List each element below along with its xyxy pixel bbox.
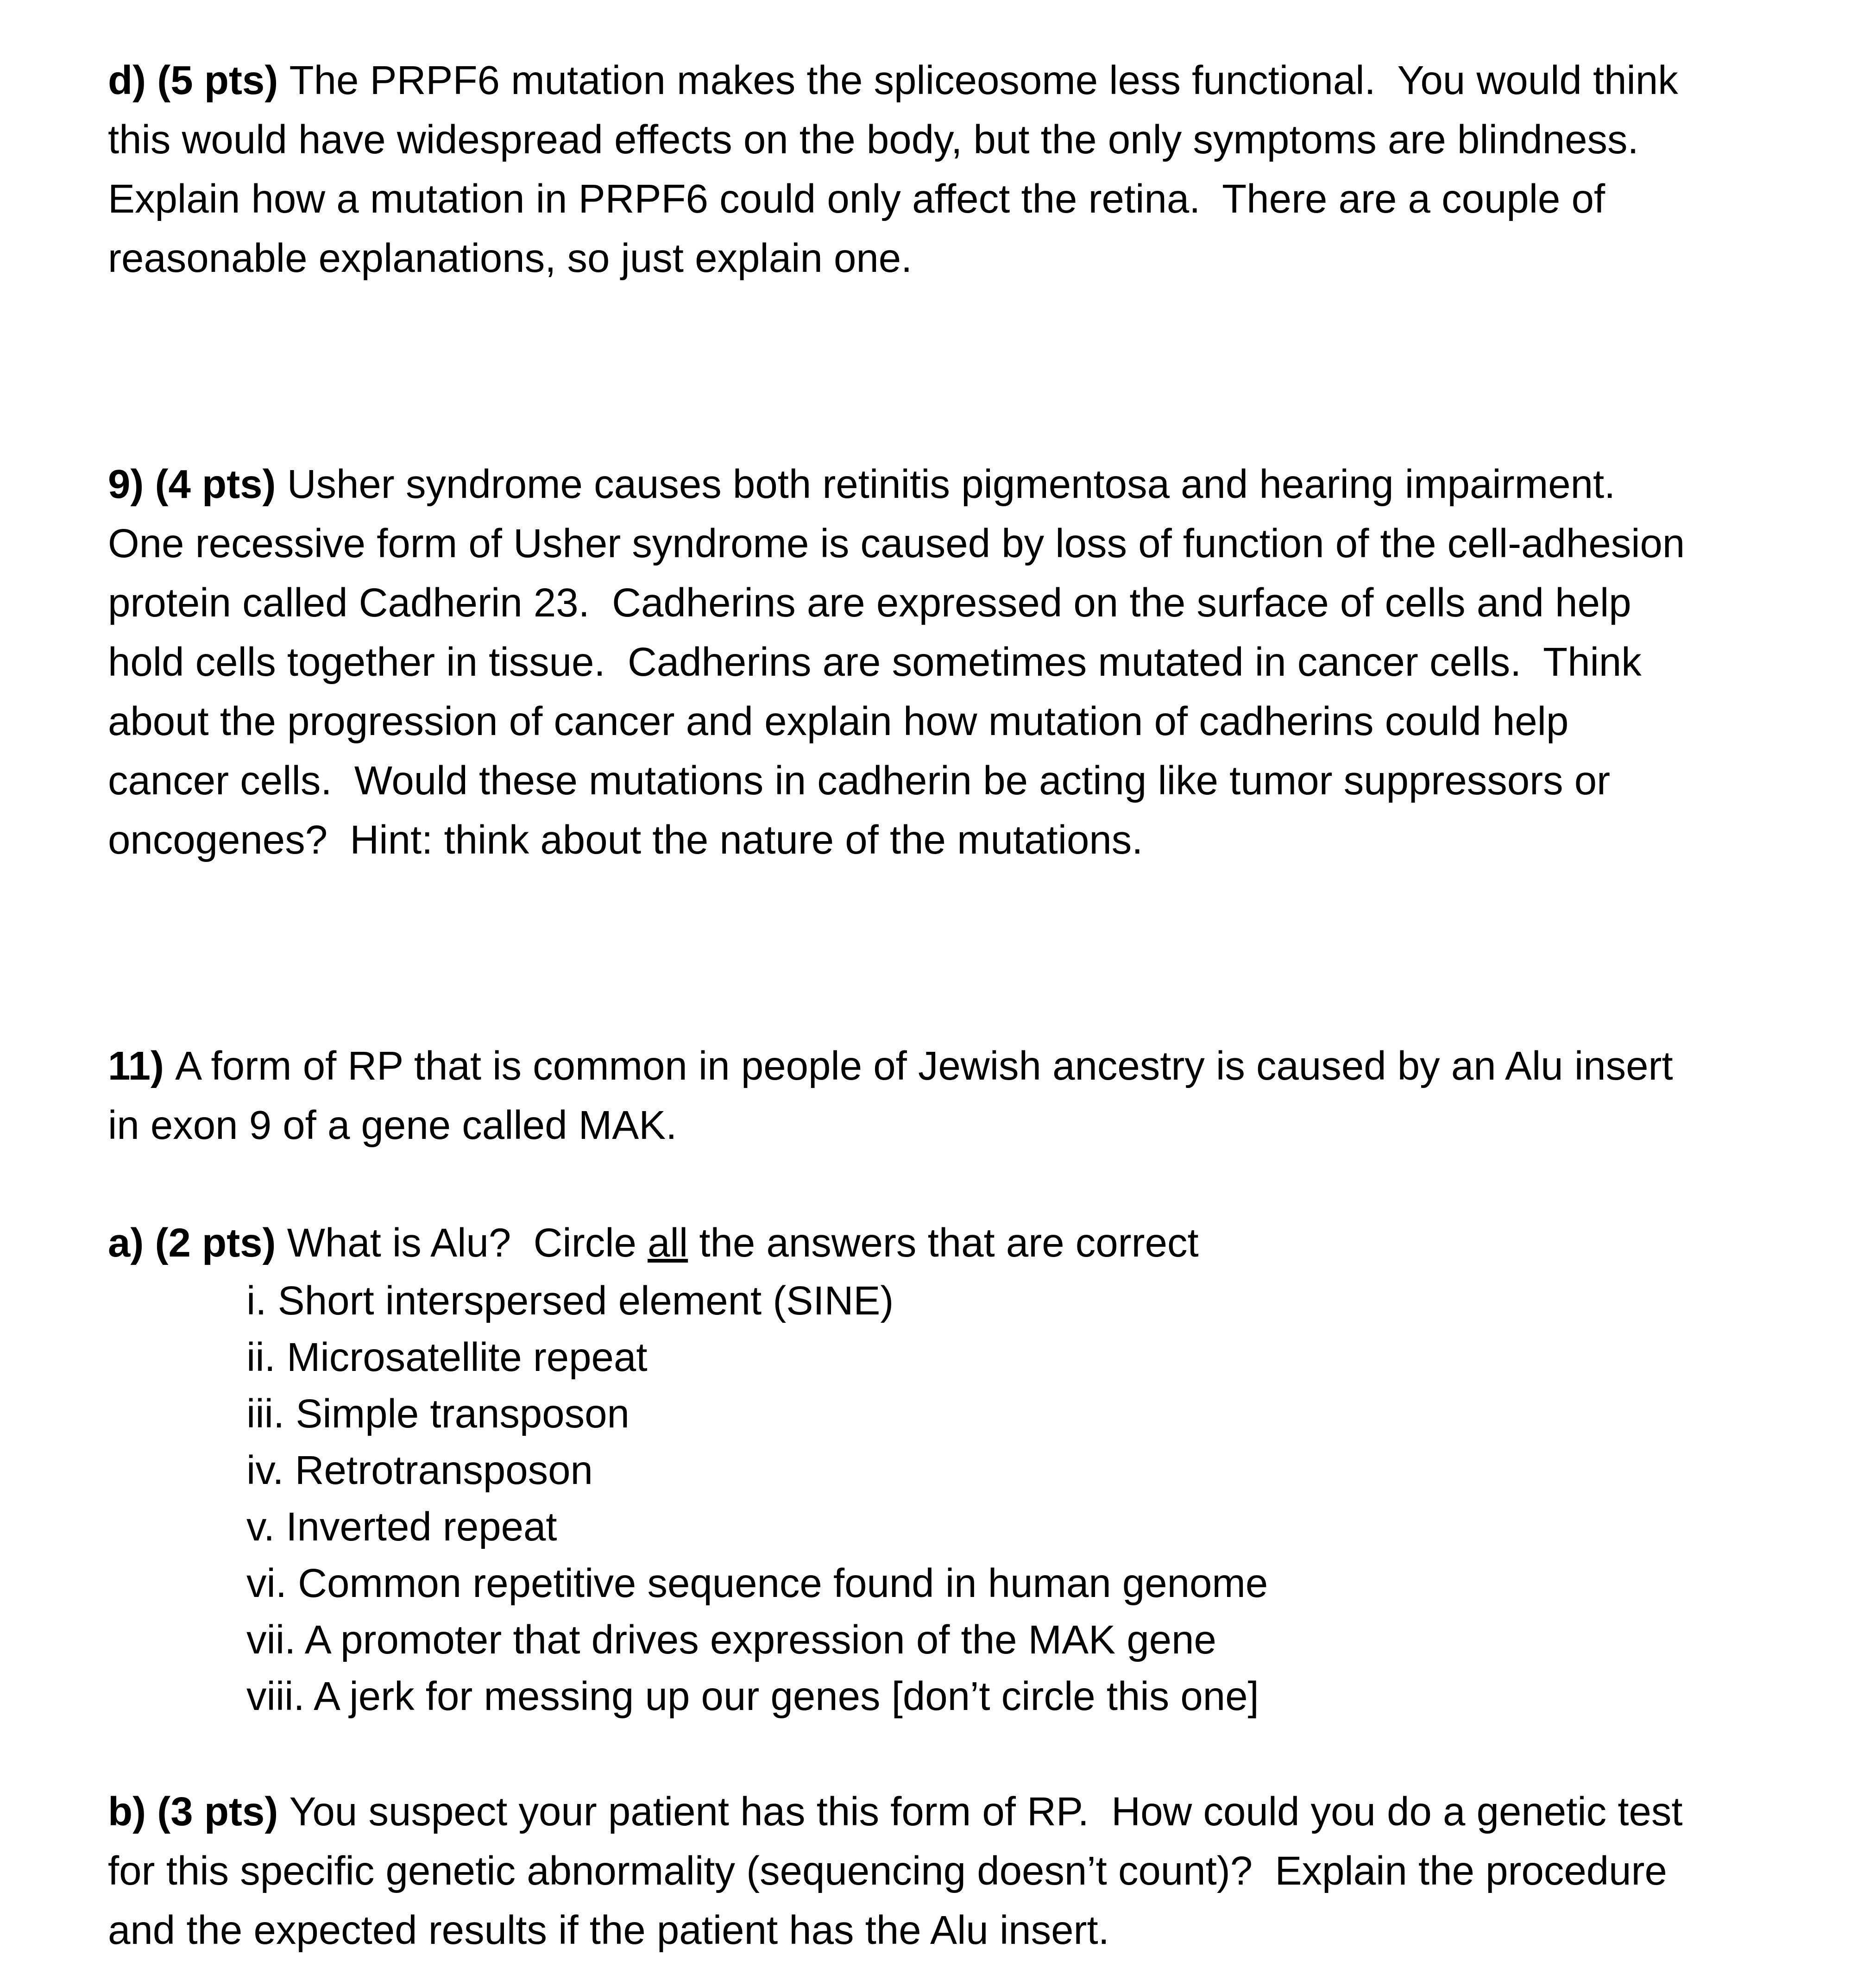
question-9 (108, 455, 1876, 870)
text-line (108, 751, 1876, 811)
answer-option-iii (246, 1386, 1876, 1442)
text-segment: iii. Simple transposon (246, 1391, 630, 1436)
text-segment: a) (2 pts) (108, 1220, 287, 1265)
answer-option-vii (246, 1612, 1876, 1668)
text-segment: Explain how a mutation in PRPF6 could only affect the retina. There are a couple of (108, 176, 1605, 221)
text-line (108, 455, 1876, 514)
text-line (108, 692, 1876, 751)
answer-options (108, 1273, 1876, 1725)
question-11b (108, 1782, 1876, 1960)
answer-option-ii (246, 1329, 1876, 1386)
text-segment: viii. A jerk for messing up our genes [don’t circle this one] (246, 1674, 1259, 1719)
text-segment: the answers that are correct (688, 1220, 1199, 1265)
text-segment: b) (3 pts) (108, 1789, 290, 1834)
text-line (108, 229, 1876, 288)
answer-option-v (246, 1499, 1876, 1555)
text-segment: What is Alu? Circle (287, 1220, 648, 1265)
answer-option-iv (246, 1442, 1876, 1499)
text-segment: this would have widespread effects on the body, but the only symptoms are blindness. (108, 117, 1639, 162)
text-line (108, 170, 1876, 229)
text-line (108, 1213, 1876, 1273)
text-segment: cancer cells. Would these mutations in cadherin be acting like tumor suppressors or (108, 758, 1611, 803)
question-11a (108, 1213, 1876, 1273)
text-segment: One recessive form of Usher syndrome is caused by loss of function of the cell-adhesion (108, 521, 1685, 566)
text-segment: oncogenes? Hint: think about the nature of the mutations. (108, 817, 1143, 862)
text-line (108, 573, 1876, 633)
text-segment: vii. A promoter that drives expression of the MAK gene (246, 1617, 1216, 1662)
text-segment: 11) (108, 1043, 176, 1088)
text-line (108, 514, 1876, 573)
text-segment: i. Short interspersed element (SINE) (246, 1278, 894, 1323)
text-segment: hold cells together in tissue. Cadherins are sometimes mutated in cancer cells. Think (108, 640, 1642, 685)
answer-option-vi (246, 1555, 1876, 1612)
question-d (108, 51, 1876, 288)
text-segment: protein called Cadherin 23. Cadherins are expressed on the surface of cells and help (108, 580, 1631, 625)
text-segment: iv. Retrotransposon (246, 1448, 593, 1493)
text-segment: vi. Common repetitive sequence found in human genome (246, 1561, 1268, 1606)
text-line (108, 110, 1876, 170)
text-segment: all (648, 1220, 688, 1265)
text-segment: 9) (4 pts) (108, 462, 287, 507)
text-line (108, 51, 1876, 110)
text-segment: v. Inverted repeat (246, 1504, 557, 1549)
text-segment: d) (5 pts) (108, 58, 290, 103)
text-segment: You suspect your patient has this form of RP. How could you do a genetic test (289, 1789, 1683, 1834)
answer-option-i (246, 1273, 1876, 1329)
text-segment: in exon 9 of a gene called MAK. (108, 1103, 677, 1148)
text-segment: reasonable explanations, so just explain one. (108, 236, 913, 281)
text-segment: A form of RP that is common in people of Jewish ancestry is caused by an Alu insert (175, 1043, 1673, 1088)
text-segment: ii. Microsatellite repeat (246, 1335, 648, 1380)
text-segment: for this specific genetic abnormality (sequencing doesn’t count)? Explain the procedure (108, 1848, 1667, 1893)
text-line (108, 1782, 1876, 1842)
text-line (108, 811, 1876, 870)
text-segment: and the expected results if the patient has the Alu insert. (108, 1908, 1109, 1953)
text-line (108, 1037, 1876, 1096)
text-line (108, 1096, 1876, 1155)
text-line (108, 1842, 1876, 1901)
text-segment: about the progression of cancer and explain how mutation of cadherins could help (108, 699, 1569, 744)
answer-option-viii (246, 1668, 1876, 1725)
text-line (108, 1901, 1876, 1960)
text-segment: The PRPF6 mutation makes the spliceosome less functional. You would think (289, 58, 1678, 103)
text-segment: Usher syndrome causes both retinitis pigmentosa and hearing impairment. (287, 462, 1616, 507)
text-line (108, 633, 1876, 692)
question-11 (108, 1037, 1876, 1155)
